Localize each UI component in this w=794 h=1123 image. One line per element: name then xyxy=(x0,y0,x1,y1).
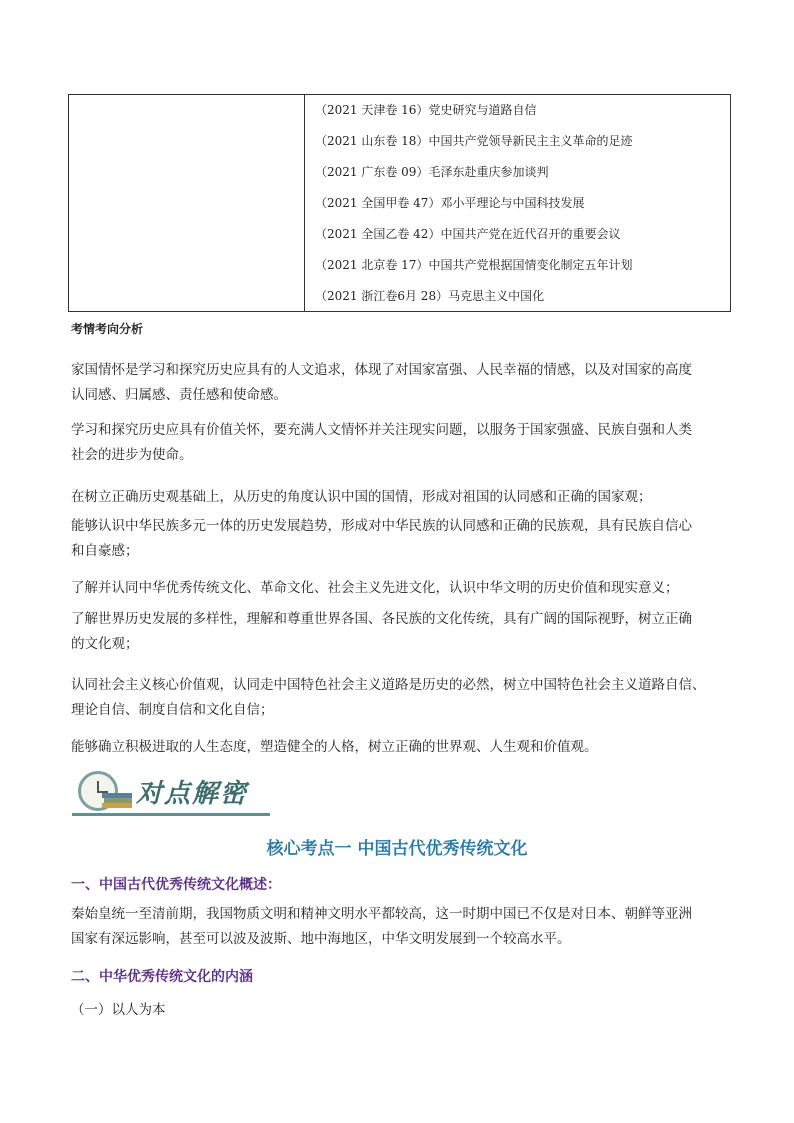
table-row: （2021 天津卷 16）党史研究与道路自信 xyxy=(315,103,537,117)
table-left-cell xyxy=(69,95,304,311)
paragraph-line: 在树立正确历史观基础上，从历史的角度认识中国的国情，形成对祖国的认同感和正确的国家观； xyxy=(71,489,652,505)
section-heading: 二、中华优秀传统文化的内涵 xyxy=(71,969,253,985)
paragraph-line: 社会的进步为使命。 xyxy=(71,447,193,463)
paragraph-line: 学习和探究历史应具有价值关怀，要充满人文情怀并关注现实问题，以服务于国家强盛、民族自强和人类 xyxy=(71,422,692,438)
paragraph-line: 认同社会主义核心价值观，认同走中国特色社会主义道路是历史的必然，树立中国特色社会主义道路自信、 xyxy=(71,677,706,693)
paragraph-line: 了解并认同中华优秀传统文化、革命文化、社会主义先进文化，认识中华文明的历史价值和现实意义； xyxy=(71,580,679,596)
section-banner xyxy=(72,767,272,819)
table-row: （2021 广东卷 09）毛泽东赴重庆参加谈判 xyxy=(315,165,549,179)
table-right-cell xyxy=(305,95,730,311)
paragraph-line: 理论自信、制度自信和文化自信； xyxy=(71,702,274,718)
table-row: （2021 浙江卷6月 28）马克思主义中国化 xyxy=(315,289,545,303)
paragraph xyxy=(71,358,731,408)
books-icon xyxy=(102,793,132,809)
paragraph xyxy=(71,607,731,657)
paragraph-line: 能够确立积极进取的人生态度，塑造健全的人格，树立正确的世界观、人生观和价值观。 xyxy=(71,739,598,755)
paragraph-line: 的文化观； xyxy=(71,636,139,652)
paragraph xyxy=(71,735,731,760)
table-row: （2021 全国甲卷 47）邓小平理论与中国科技发展 xyxy=(315,196,585,210)
paragraph-line: 能够认识中华民族多元一体的历史发展趋势，形成对中华民族的认同感和正确的民族观，具有民族自信心 xyxy=(71,518,692,534)
subsection-heading: （一）以人为本 xyxy=(71,1002,166,1018)
table-row: （2021 全国乙卷 42）中国共产党在近代召开的重要会议 xyxy=(315,227,621,241)
exam-topics-table xyxy=(68,94,731,312)
banner-title: 对点解密 xyxy=(136,779,249,809)
paragraph-line: 了解世界历史发展的多样性，理解和尊重世界各国、各民族的文化传统，具有广阔的国际视野，树立正确 xyxy=(71,611,692,627)
paragraph-line: 家国情怀是学习和探究历史应具有的人文追求，体现了对国家富强、人民幸福的情感，以及对国家的高度 xyxy=(71,362,692,378)
table-row: （2021 山东卷 18）中国共产党领导新民主主义革命的足迹 xyxy=(315,134,633,148)
paragraph xyxy=(71,514,731,564)
analysis-label: 考情考向分析 xyxy=(71,322,144,336)
paragraph xyxy=(71,576,731,601)
paragraph-line: 国家有深远影响，甚至可以波及波斯、地中海地区，中华文明发展到一个较高水平。 xyxy=(71,931,571,947)
paragraph xyxy=(71,902,731,952)
core-topic-title: 核心考点一 中国古代优秀传统文化 xyxy=(266,839,528,859)
paragraph xyxy=(71,418,731,468)
banner-underline xyxy=(72,813,270,816)
paragraph-line: 认同感、归属感、责任感和使命感。 xyxy=(71,387,287,403)
paragraph xyxy=(71,485,731,510)
paragraph xyxy=(71,673,731,723)
paragraph-line: 秦始皇统一至清前期，我国物质文明和精神文明水平都较高，这一时期中国已不仅是对日本、朝鲜等亚洲 xyxy=(71,906,692,922)
table-row: （2021 北京卷 17）中国共产党根据国情变化制定五年计划 xyxy=(315,258,633,272)
paragraph-line: 和自豪感； xyxy=(71,543,139,559)
section-heading: 一、中国古代优秀传统文化概述： xyxy=(71,877,281,893)
